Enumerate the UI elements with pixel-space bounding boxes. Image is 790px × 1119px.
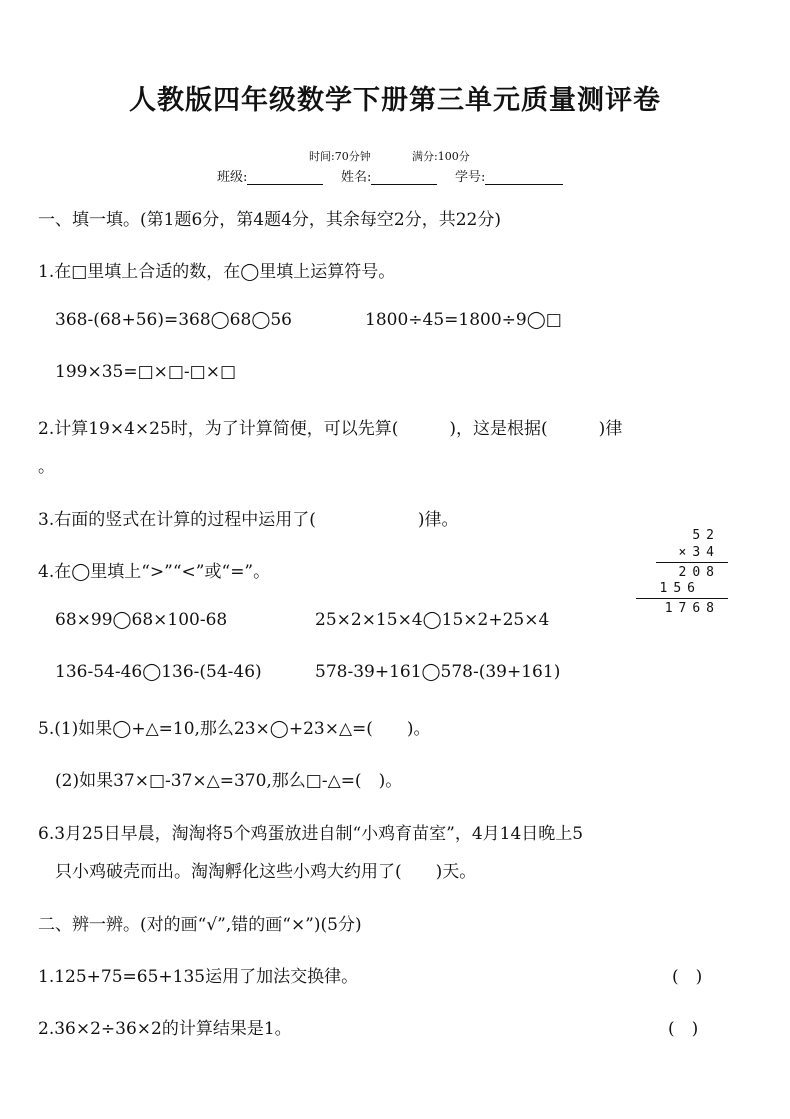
vert-line-2 [636, 598, 728, 599]
class-label: 班级: [217, 170, 248, 185]
q1-expr-b: 1800÷45=1800÷9◯□ [365, 310, 562, 330]
q5-part2: (2)如果37×□-37×△=370,那么□-△=( )。 [55, 771, 403, 791]
q4-expr-a: 68×99◯68×100-68 [55, 610, 228, 630]
full-score: 满分:100分 [412, 150, 470, 163]
q4-expr-d: 578-39+161◯578-(39+161) [315, 662, 561, 682]
judge-q1-text: 1.125+75=65+135运用了加法交换律。 [38, 967, 359, 987]
section1-heading: 一、填一填。(第1题6分，第4题4分，其余每空2分，共22分) [38, 210, 501, 230]
name-field [341, 166, 437, 185]
name-label: 姓名: [341, 170, 372, 185]
q2-line2: 。 [38, 457, 55, 477]
q2-line1: 2.计算19×4×25时，为了计算简便，可以先算( )，这是根据( )律 [38, 419, 623, 439]
q1-expr-c: 199×35=□×□-□×□ [55, 362, 237, 382]
vert-row-partial-1: 208 [678, 565, 720, 580]
judge-q2-text: 2.36×2÷36×2的计算结果是1。 [38, 1019, 292, 1039]
q3-text: 3.右面的竖式在计算的过程中运用了( )律。 [38, 510, 459, 530]
q4-expr-b: 25×2×15×4◯15×2+25×4 [315, 610, 550, 630]
q1-text: 1.在□里填上合适的数，在◯里填上运算符号。 [38, 262, 396, 282]
q4-text: 4.在◯里填上“>”“<”或“=”。 [38, 562, 271, 582]
vert-row-product: 1768 [664, 601, 720, 616]
time-limit: 时间:70分钟 [309, 150, 371, 163]
class-blank[interactable] [247, 170, 323, 185]
class-field [217, 166, 323, 185]
id-blank[interactable] [485, 170, 563, 185]
judge-q1-answer[interactable]: ( ) [672, 967, 703, 987]
q1-expr-a: 368-(68+56)=368◯68◯56 [55, 310, 292, 330]
name-blank[interactable] [371, 170, 437, 185]
id-label: 学号: [455, 170, 486, 185]
vert-row-partial-2: 156 [659, 581, 701, 596]
vert-row-multiplicand: 52 [692, 528, 720, 543]
vert-line-1 [656, 562, 728, 563]
page-title: 人教版四年级数学下册第三单元质量测评卷 [129, 85, 661, 116]
q4-expr-c: 136-54-46◯136-(54-46) [55, 662, 262, 682]
id-field [455, 166, 563, 185]
section2-heading: 二、辨一辨。(对的画“√”,错的画“×”)(5分) [38, 915, 362, 935]
judge-q2-answer[interactable]: ( ) [668, 1019, 699, 1039]
q6-line1: 6.3月25日早晨，淘淘将5个鸡蛋放进自制“小鸡育苗室”，4月14日晚上5 [38, 824, 584, 844]
q6-line2: 只小鸡破壳而出。淘淘孵化这些小鸡大约用了( )天。 [55, 862, 477, 882]
q5-part1: 5.(1)如果◯+△=10,那么23×◯+23×△=( )。 [38, 719, 431, 739]
vertical-multiplication [636, 528, 728, 618]
vert-row-multiplier: ×34 [678, 545, 720, 560]
